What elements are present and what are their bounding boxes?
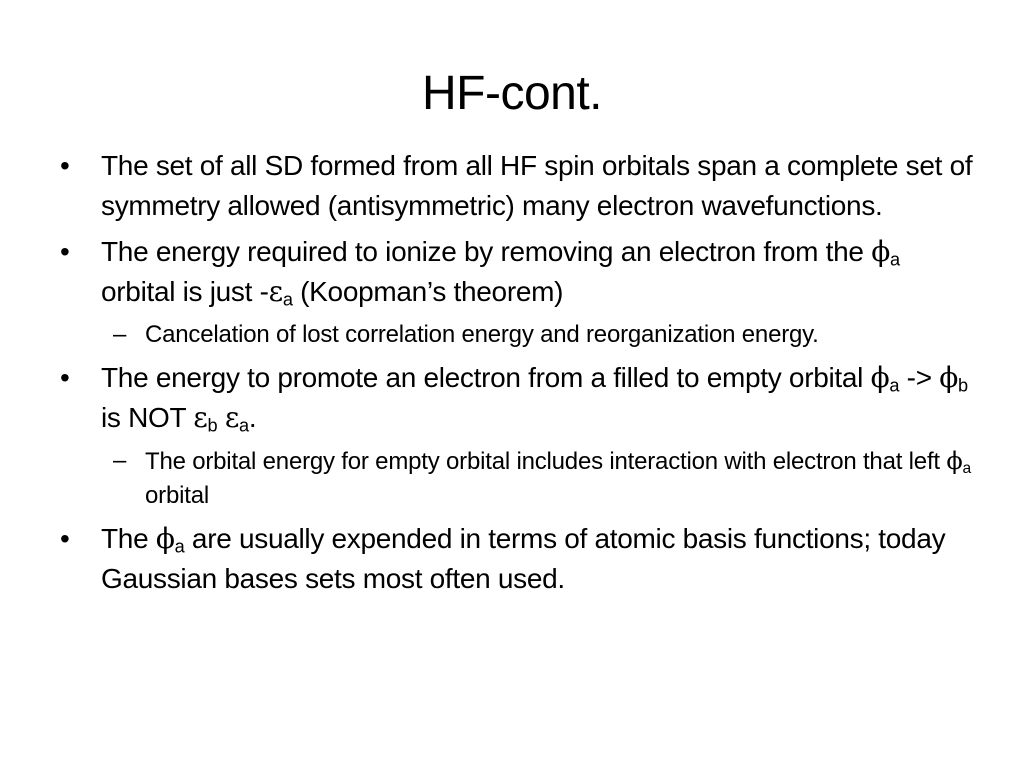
bullet-marker: • bbox=[60, 523, 70, 554]
phi-symbol: ϕ bbox=[939, 361, 959, 394]
bullet-text: orbital is just - bbox=[101, 276, 269, 307]
bullet-item-3 bbox=[60, 358, 980, 438]
phi-symbol: ϕ bbox=[946, 447, 963, 475]
dash-marker: – bbox=[113, 447, 127, 474]
bullet-marker: • bbox=[60, 236, 70, 267]
bullet-text: The energy required to ionize by removing an electron from the bbox=[101, 236, 872, 267]
bullet-marker: • bbox=[60, 362, 70, 393]
subscript: b bbox=[207, 415, 218, 436]
bullet-text: are usually expended in terms of atomic basis functions; today Gaussian bases sets most often used. bbox=[101, 523, 946, 594]
phi-symbol: ϕ bbox=[871, 235, 890, 268]
bullet-item-4 bbox=[60, 519, 980, 599]
bullet-text: . bbox=[248, 402, 257, 433]
epsilon-symbol: ε bbox=[268, 275, 283, 308]
epsilon-symbol: ε bbox=[224, 401, 240, 434]
subscript: a bbox=[962, 459, 972, 477]
bullet-marker: • bbox=[60, 150, 70, 181]
subscript: a bbox=[889, 375, 900, 396]
sub-bullet-text: The orbital energy for empty orbital includes interaction with electron that left bbox=[145, 448, 947, 475]
subscript: a bbox=[282, 289, 293, 310]
subscript: a bbox=[239, 415, 249, 436]
slide-body bbox=[60, 146, 980, 605]
sub-bullet-text: orbital bbox=[145, 482, 209, 509]
bullet-text: is NOT bbox=[101, 402, 194, 433]
subscript: b bbox=[958, 375, 968, 396]
subscript: a bbox=[889, 249, 900, 270]
dash-marker: – bbox=[113, 321, 127, 348]
sub-bullet-item-3-1 bbox=[60, 444, 980, 513]
phi-symbol: ϕ bbox=[155, 522, 175, 555]
bullet-text: The set of all SD formed from all HF spin orbitals span a complete set of symmetry allowed (antisymmetric) many electron wavefunctions. bbox=[101, 150, 973, 221]
bullet-item-2 bbox=[60, 232, 980, 312]
sub-bullet-text: Cancelation of lost correlation energy and reorganization energy. bbox=[145, 321, 819, 348]
slide-title: HF-cont. bbox=[421, 67, 603, 120]
bullet-text: -> bbox=[899, 362, 940, 393]
bullet-text: The bbox=[101, 523, 156, 554]
phi-symbol: ϕ bbox=[870, 361, 890, 394]
sub-bullet-item-2-1 bbox=[60, 318, 980, 352]
bullet-item-1 bbox=[60, 146, 980, 226]
bullet-text: The energy to promote an electron from a filled to empty orbital bbox=[101, 362, 871, 393]
bullet-text bbox=[217, 402, 224, 433]
epsilon-symbol: ε bbox=[193, 401, 208, 434]
subscript: a bbox=[174, 536, 185, 557]
bullet-text: (Koopman’s theorem) bbox=[292, 276, 564, 307]
